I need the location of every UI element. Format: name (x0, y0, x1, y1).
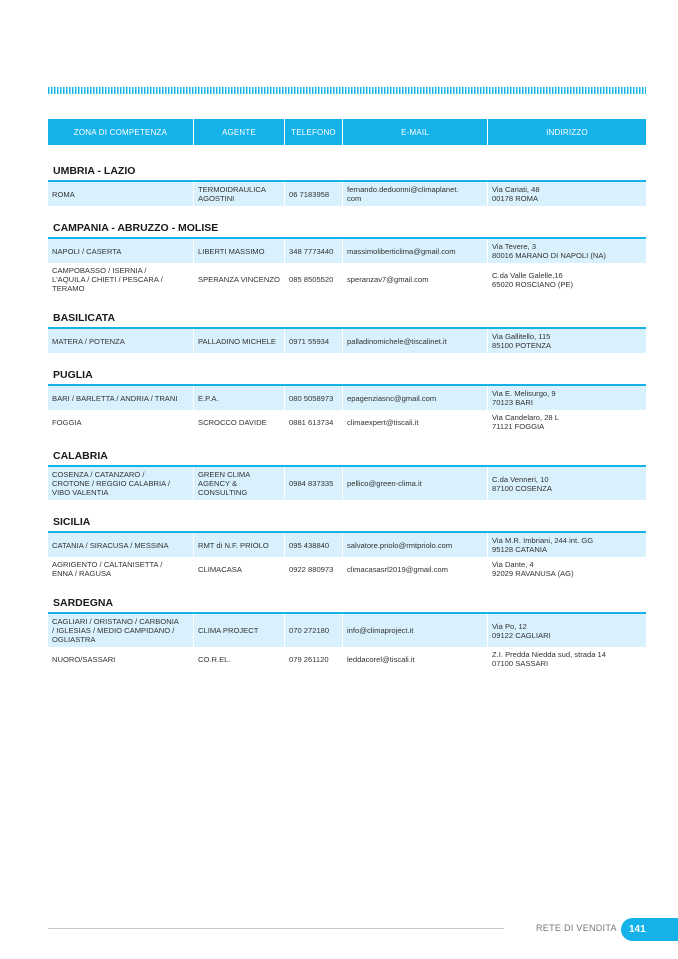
page-number: 141 (629, 924, 646, 935)
cell-email (343, 647, 488, 671)
cell-telefono-text: 080 5058973 (289, 393, 334, 403)
region-title: CAMPANIA - ABRUZZO - MOLISE (48, 220, 646, 239)
cell-email-text: climacasasrl2019@gmail.com (347, 564, 448, 574)
cell-email-text: info@climaproject.it (347, 626, 414, 635)
region-section (48, 514, 646, 581)
table-row (48, 263, 646, 296)
cell-zona (48, 410, 194, 434)
cell-agente (194, 329, 285, 353)
cell-zona-text: NAPOLI / CASERTA (52, 246, 122, 256)
cell-telefono (285, 263, 343, 296)
cell-telefono (285, 533, 343, 557)
region-section (48, 310, 646, 353)
cell-email-text: speranzav7@gmail.com (347, 275, 429, 284)
region-title: SICILIA (48, 514, 646, 533)
cell-zona (48, 329, 194, 353)
cell-telefono (285, 557, 343, 581)
cell-indirizzo-text: Via Candelaro, 28 L 71121 FOGGIA (492, 413, 559, 431)
column-header-telefono: TELEFONO (285, 119, 343, 145)
cell-agente (194, 386, 285, 410)
cell-zona (48, 263, 194, 296)
cell-email-text: climaexpert@tiscali.it (347, 417, 419, 427)
cell-email (343, 410, 488, 434)
region-section (48, 595, 646, 671)
cell-email (343, 557, 488, 581)
page-number-badge (621, 918, 678, 941)
cell-zona-text: CAGLIARI / ORISTANO / CARBONIA / IGLESIAS / MEDIO CAMPIDANO / OGLIASTRA (52, 617, 179, 644)
cell-indirizzo-text: Via Gallitello, 115 85100 POTENZA (492, 332, 552, 350)
cell-agente (194, 533, 285, 557)
cell-indirizzo-text: Via Cariati, 48 00178 ROMA (492, 185, 540, 203)
cell-zona-text: FOGGIA (52, 417, 82, 427)
cell-telefono-text: 06 7183958 (289, 189, 330, 199)
cell-zona-text: NUORO/SASSARI (52, 654, 116, 664)
cell-zona (48, 239, 194, 263)
column-header-indirizzo: INDIRIZZO (546, 127, 588, 137)
cell-zona-text: COSENZA / CATANZARO / CROTONE / REGGIO CALABRIA / VIBO VALENTIA (52, 470, 171, 497)
cell-agente (194, 467, 285, 500)
cell-indirizzo-text: Via E. Melisurgo, 9 70123 BARI (492, 389, 556, 407)
cell-agente-text: LIBERTI MASSIMO (198, 246, 265, 256)
cell-indirizzo (488, 263, 646, 296)
table-row (48, 329, 646, 353)
cell-indirizzo-text: Via Dante, 4 92029 RAVANUSA (AG) (492, 560, 574, 578)
cell-telefono-text: 070 272180 (289, 626, 330, 635)
cell-agente (194, 182, 285, 206)
cell-zona-text: AGRIGENTO / CALTANISETTA / ENNA / RAGUSA (52, 560, 163, 578)
cell-indirizzo (488, 386, 646, 410)
cell-agente-text: CO.R.EL. (198, 654, 231, 664)
cell-telefono (285, 329, 343, 353)
cell-telefono-text: 085 8505520 (289, 275, 334, 284)
table-row (48, 467, 646, 500)
cell-indirizzo-text: Z.I. Predda Niedda sud, strada 14 07100 SASSARI (492, 650, 606, 668)
cell-zona-text: CAMPOBASSO / ISERNIA / L'AQUILA / CHIETI / PESCARA / TERAMO (52, 266, 163, 293)
cell-email-text: fernando.deduonni@climaplanet. com (347, 185, 459, 203)
table-row (48, 533, 646, 557)
cell-email-text: leddacorel@tiscali.it (347, 654, 415, 664)
cell-indirizzo (488, 647, 646, 671)
cell-telefono-text: 0881 613734 (289, 417, 334, 427)
region-section (48, 163, 646, 206)
cell-indirizzo-text: Via M.R. Imbriani, 244 int. GG 95128 CATANIA (492, 536, 594, 554)
cell-zona-text: MATERA / POTENZA (52, 336, 125, 346)
table-row (48, 182, 646, 206)
cell-agente-text: CLIMA PROJECT (198, 626, 259, 635)
cell-agente-text: PALLADINO MICHELE (198, 336, 276, 346)
region-section (48, 448, 646, 500)
cell-indirizzo-text: C.da Valle Galelle,16 65020 ROSCIANO (PE) (492, 270, 574, 289)
cell-indirizzo (488, 557, 646, 581)
cell-email (343, 263, 488, 296)
region-title: SARDEGNA (48, 595, 646, 614)
cell-email-text: salvatore.priolo@rmtpriolo.com (347, 540, 453, 550)
cell-indirizzo (488, 410, 646, 434)
cell-indirizzo (488, 182, 646, 206)
cell-email-text: pellico@green-clima.it (347, 479, 422, 488)
cell-zona (48, 557, 194, 581)
table-row (48, 557, 646, 581)
cell-telefono-text: 0984 837335 (289, 479, 334, 488)
cell-indirizzo (488, 239, 646, 263)
cell-zona-text: ROMA (52, 189, 75, 199)
cell-zona (48, 386, 194, 410)
region-title: PUGLIA (48, 367, 646, 386)
cell-agente (194, 614, 285, 647)
region-title: CALABRIA (48, 448, 646, 467)
cell-telefono (285, 182, 343, 206)
cell-agente (194, 263, 285, 296)
cell-email-text: massimoliberticlima@gmail.com (347, 246, 456, 256)
cell-email (343, 386, 488, 410)
cell-telefono (285, 647, 343, 671)
table-row (48, 386, 646, 410)
cell-indirizzo (488, 467, 646, 500)
cell-telefono-text: 079 261120 (289, 654, 329, 664)
cell-email (343, 533, 488, 557)
cell-indirizzo-text: Via Po, 12 09122 CAGLIARI (492, 621, 551, 640)
footer-label: RETE DI VENDITA (536, 923, 617, 933)
cell-email-text: epagenziasnc@gmail.com (347, 393, 437, 403)
table-row (48, 239, 646, 263)
footer-divider (48, 928, 504, 929)
cell-agente (194, 647, 285, 671)
region-section (48, 220, 646, 296)
cell-zona (48, 647, 194, 671)
column-header-email: E-MAIL (343, 119, 488, 145)
cell-email (343, 467, 488, 500)
cell-agente-text: CLIMACASA (198, 564, 242, 574)
cell-zona (48, 614, 194, 647)
cell-agente-text: TERMOIDRAULICA AGOSTINI (198, 185, 266, 203)
cell-agente-text: SCROCCO DAVIDE (198, 417, 267, 427)
cell-telefono (285, 239, 343, 263)
cell-telefono (285, 410, 343, 434)
cell-agente-text: RMT di N.F. PRIOLO (198, 540, 269, 550)
cell-indirizzo (488, 329, 646, 353)
cell-telefono-text: 348 7773440 (289, 246, 334, 256)
cell-zona (48, 182, 194, 206)
cell-email-text: palladinomichele@tiscalinet.it (347, 336, 447, 346)
cell-agente (194, 410, 285, 434)
cell-indirizzo (488, 614, 646, 647)
cell-telefono (285, 467, 343, 500)
cell-email (343, 329, 488, 353)
cell-telefono (285, 614, 343, 647)
table-row (48, 410, 646, 434)
cell-agente-text: SPERANZA VINCENZO (198, 275, 280, 284)
cell-telefono (285, 386, 343, 410)
cell-zona (48, 533, 194, 557)
cell-agente (194, 239, 285, 263)
cell-zona-text: BARI / BARLETTA / ANDRIA / TRANI (52, 393, 178, 403)
cell-indirizzo (488, 533, 646, 557)
cell-indirizzo-text: Via Tevere, 3 80016 MARANO DI NAPOLI (NA) (492, 242, 606, 260)
column-header-agente: AGENTE (194, 119, 285, 145)
cell-zona-text: CATANIA / SIRACUSA / MESSINA (52, 540, 169, 550)
cell-email (343, 182, 488, 206)
cell-email (343, 239, 488, 263)
cell-agente-text: GREEN CLIMA AGENCY & CONSULTING (198, 470, 251, 497)
region-title: UMBRIA - LAZIO (48, 163, 646, 182)
cell-telefono-text: 0922 880973 (289, 564, 334, 574)
table-row (48, 614, 646, 647)
cell-telefono-text: 0971 55934 (289, 336, 330, 346)
cell-zona (48, 467, 194, 500)
table-row (48, 647, 646, 671)
region-title: BASILICATA (48, 310, 646, 329)
decorative-stripe (48, 87, 646, 94)
cell-agente (194, 557, 285, 581)
cell-indirizzo-text: C.da Venneri, 10 87100 COSENZA (492, 474, 552, 493)
cell-email (343, 614, 488, 647)
table-header (48, 119, 646, 145)
region-section (48, 367, 646, 434)
column-header-zona: ZONA DI COMPETENZA (48, 119, 194, 145)
cell-telefono-text: 095 438840 (289, 540, 330, 550)
cell-agente-text: E.P.A. (198, 393, 219, 403)
agents-table-body (48, 156, 646, 671)
